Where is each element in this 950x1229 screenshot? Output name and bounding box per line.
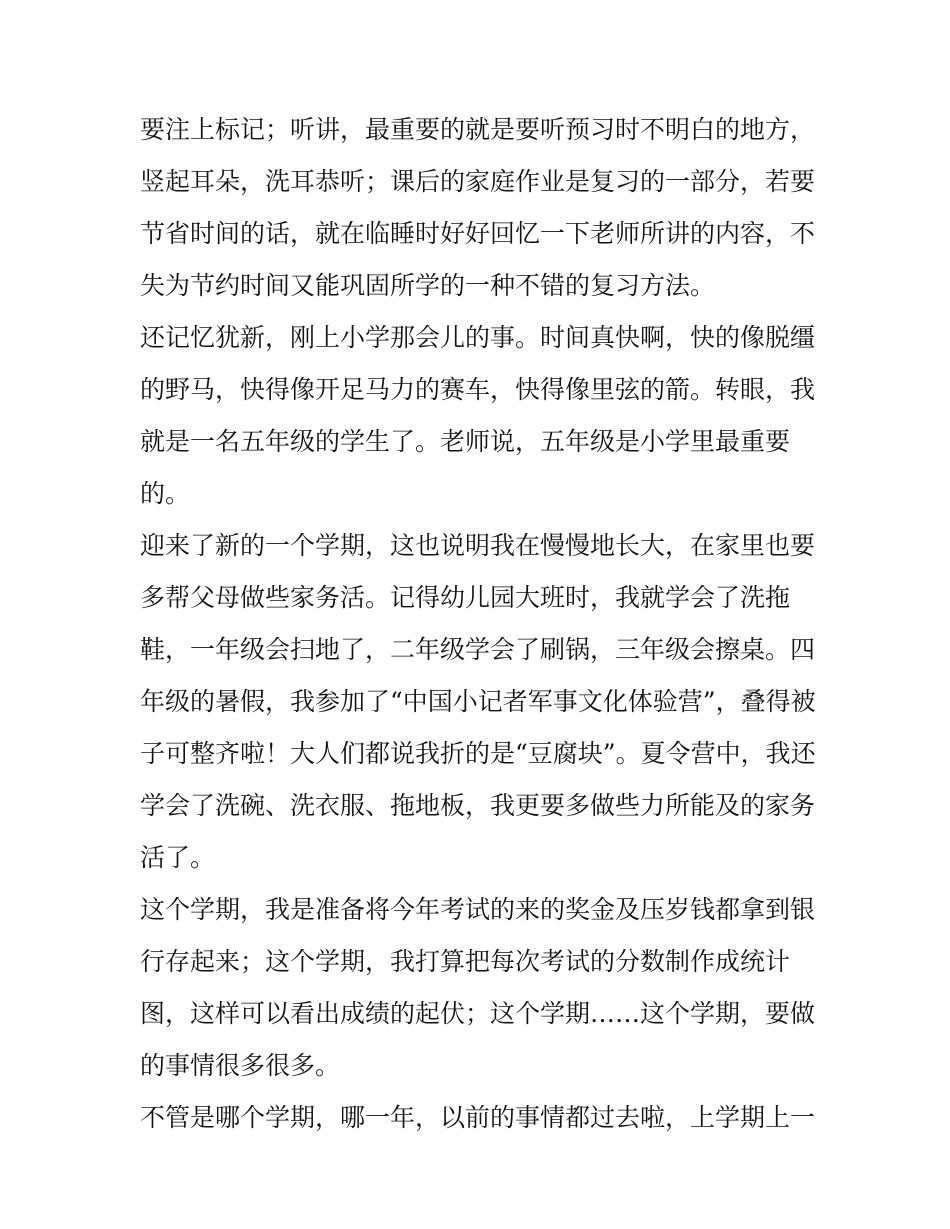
text-line: 就是一名五年级的学生了。老师说，五年级是小学里最重要 — [140, 427, 791, 456]
text-line: 的事情很多很多。 — [140, 1051, 341, 1080]
text-line: 节省时间的话，就在临睡时好好回忆一下老师所讲的内容，不 — [140, 219, 816, 248]
text-line: 多帮父母做些家务活。记得幼儿园大班时，我就学会了洗拖 — [140, 583, 791, 612]
text-line: 这个学期，我是准备将今年考试的来的奖金及压岁钱都拿到银 — [140, 895, 816, 924]
text-line: 要注上标记；听讲，最重要的就是要听预习时不明白的地方， — [140, 115, 816, 144]
text-line: 图，这样可以看出成绩的起伏；这个学期……这个学期，要做 — [140, 999, 816, 1028]
text-line: 鞋，一年级会扫地了，二年级学会了刷锅，三年级会擦桌。四 — [140, 635, 816, 664]
text-line: 竖起耳朵，洗耳恭听；课后的家庭作业是复习的一部分，若要 — [140, 167, 816, 196]
text-line: 活了。 — [140, 843, 216, 872]
text-line: 学会了洗碗、洗衣服、拖地板，我更要多做些力所能及的家务 — [140, 791, 816, 820]
text-line: 失为节约时间又能巩固所学的一种不错的复习方法。 — [140, 271, 716, 300]
document-body — [140, 104, 815, 1144]
text-line: 子可整齐啦！大人们都说我折的是“豆腐块”。夏令营中，我还 — [140, 739, 816, 768]
text-line: 的。 — [140, 479, 191, 508]
text-line: 还记忆犹新，刚上小学那会儿的事。时间真快啊，快的像脱缰 — [140, 323, 816, 352]
text-line: 迎来了新的一个学期，这也说明我在慢慢地长大，在家里也要 — [140, 531, 816, 560]
text-line: 的野马，快得像开足马力的赛车，快得像里弦的箭。转眼，我 — [140, 375, 816, 404]
text-line: 年级的暑假，我参加了“中国小记者军事文化体验营”，叠得被 — [140, 687, 816, 716]
text-line: 行存起来；这个学期，我打算把每次考试的分数制作成统计 — [140, 947, 791, 976]
text-line: 不管是哪个学期，哪一年，以前的事情都过去啦，上学期上一 — [140, 1103, 816, 1132]
